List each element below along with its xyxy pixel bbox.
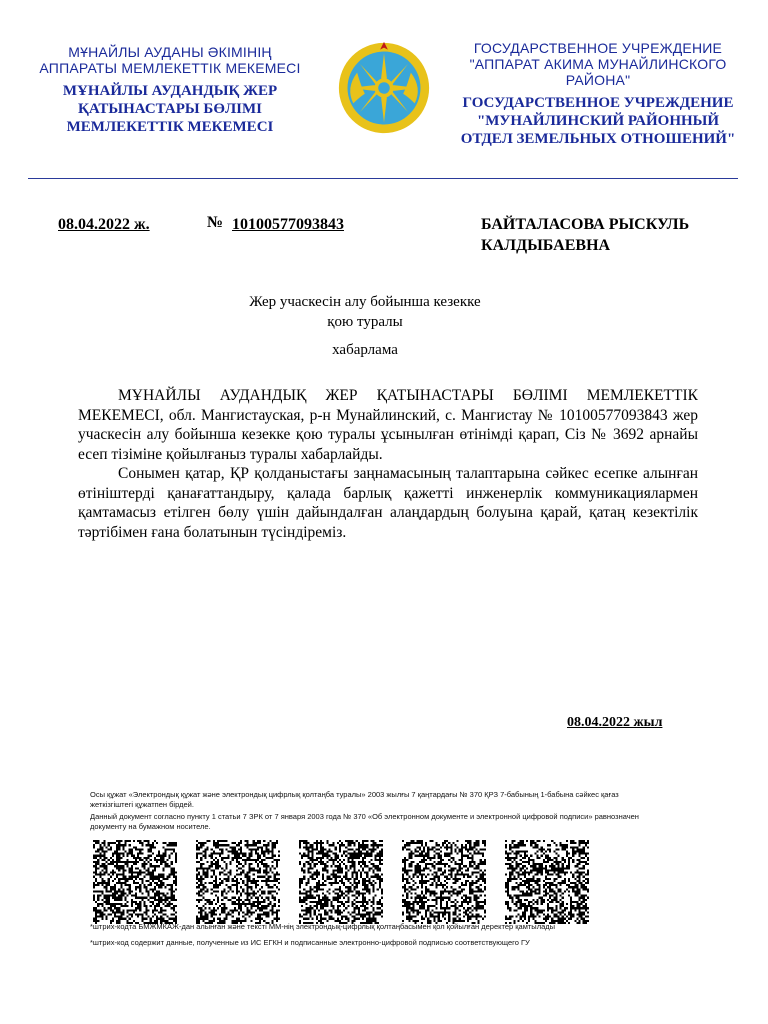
body-paragraph: Сонымен қатар, ҚР қолданыстағы заңнамасының талаптарына сәйкес есепке алынған өтініштерді қанағаттандыру, қалада барлық қажетті инженерлік коммуникациялармен қамтамасыз етілген бөлу үшін дайындалған алаңдардың болуына қарай, қатаң кезектілік тәртібімен ғана болатынын түсіндіреміз. — [78, 465, 698, 541]
department-name-kz: МҰНАЙЛЫ АУДАНДЫҚ ЖЕР ҚАТЫНАСТАРЫ БӨЛІМІ МЕМЛЕКЕТТІК МЕКЕМЕСІ — [62, 83, 278, 135]
qr-code-icon — [299, 840, 383, 924]
footer-date: 08.04.2022 жыл — [567, 715, 663, 730]
body-paragraph: МҰНАЙЛЫ АУДАНДЫҚ ЖЕР ҚАТЫНАСТАРЫ БӨЛІМІ МЕМЛЕКЕТТІК МЕКЕМЕСІ, обл. Мангистауская, р-н Мунайлинский, с. Мангистау № 10100577093843 жер учаскесін алу бойынша кезекке қою туралы ұсынылған өтінімді қарап, Сіз № 3692 арнайы есеп тізіміне қойылғаныз туралы хабарлайды. — [78, 387, 698, 463]
letter-body — [78, 386, 698, 542]
header-left-kazakh — [22, 44, 318, 136]
qr-code-icon — [505, 840, 589, 924]
letter-number: 10100577093843 — [232, 216, 344, 233]
letter-subject: Жер учаскесін алу бойынша кезекке қою туралы — [249, 294, 481, 330]
qr-code-icon — [402, 840, 486, 924]
letter-number-label: № — [207, 214, 224, 231]
letter-date: 08.04.2022 ж. — [58, 216, 150, 233]
department-name-ru: ГОСУДАРСТВЕННОЕ УЧРЕЖДЕНИЕ "МУНАЙЛИНСКИЙ РАЙОННЫЙ ОТДЕЛ ЗЕМЕЛЬНЫХ ОТНОШЕНИЙ" — [460, 95, 736, 147]
recipient-name: БАЙТАЛАСОВА РЫСКУЛЬ КАЛДЫБАЕВНА — [481, 216, 690, 254]
kazakhstan-state-emblem-icon — [336, 40, 432, 136]
header-divider — [28, 178, 738, 179]
legal-note-kz: Осы құжат «Электрондық құжат және электрондық цифрлық қолтаңба туралы» 2003 жылғы 7 қаңтардағы № 370 ҚРЗ 7-бабының 1-бабына сәйкес қағаз жеткізгіштегі құжатпен бірдей. — [90, 790, 619, 809]
legal-note-ru: Данный документ согласно пункту 1 статьи 7 ЗРК от 7 января 2003 года № 370 «Об электронном документе и электронной цифровой подписи» равнозначен документу на бумажном носителе. — [90, 812, 639, 831]
header-right-russian — [448, 40, 748, 148]
letter-kind: хабарлама — [332, 342, 398, 358]
qr-code-icon — [196, 840, 280, 924]
barcode-note-ru: *штрих-код содержит данные, полученные из ИС ЕГКН и подписанные электронно-цифровой подписью соответствующего ГУ — [90, 938, 530, 947]
barcode-note-kz: *штрих-кодта БМЖМКАЖ-дан алынған және тексті ММ-нің электрондық-цифрлық қолтаңбасымен қол қойылған деректер қамтылады — [90, 922, 556, 931]
qr-code-icon — [93, 840, 177, 924]
akimat-name-ru: ГОСУДАРСТВЕННОЕ УЧРЕЖДЕНИЕ "АППАРАТ АКИМА МУНАЙЛИНСКОГО РАЙОНА" — [469, 40, 727, 88]
akimat-name-kz: МҰНАЙЛЫ АУДАНЫ ӘКІМІНІҢ АППАРАТЫ МЕМЛЕКЕТТІК МЕКЕМЕСІ — [39, 44, 301, 76]
